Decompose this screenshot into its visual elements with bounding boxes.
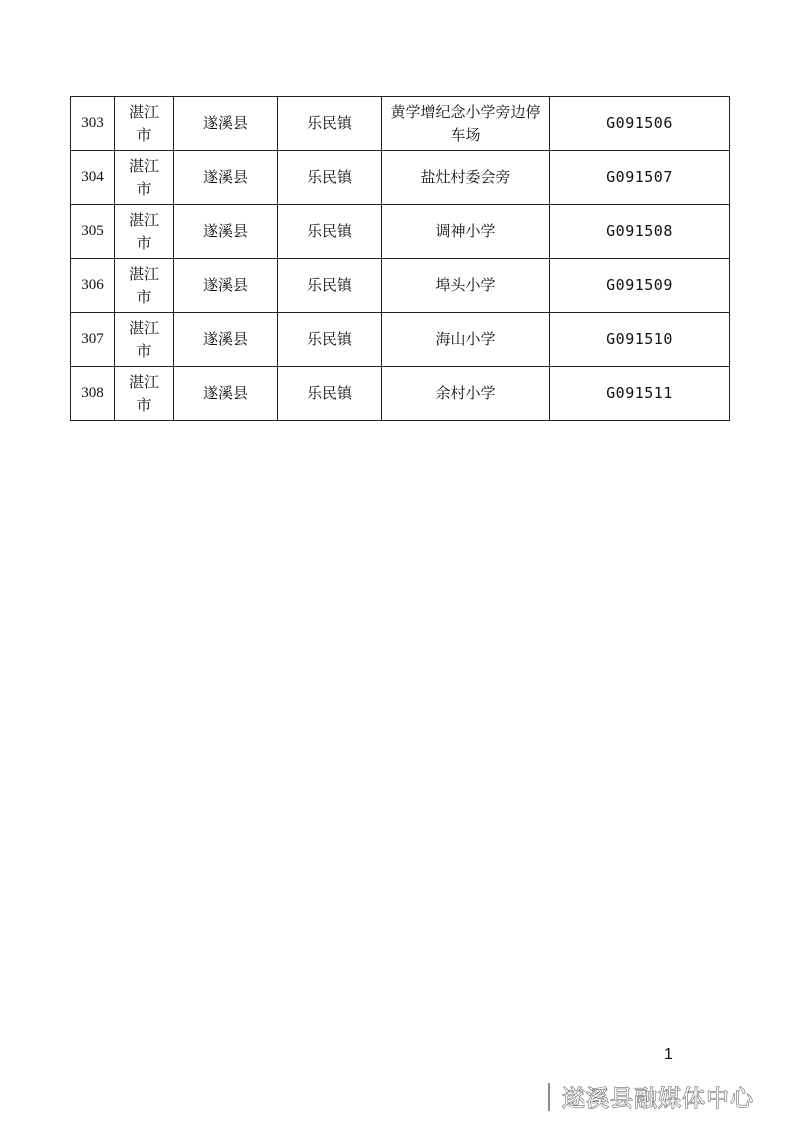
- county-cell: 遂溪县: [174, 313, 278, 367]
- row-number: 308: [71, 367, 115, 421]
- watermark-divider: [548, 1083, 550, 1111]
- site-cell: [382, 367, 550, 421]
- row-number: 305: [71, 205, 115, 259]
- county-cell: 遂溪县: [174, 151, 278, 205]
- table-row: [71, 367, 730, 421]
- town-cell: 乐民镇: [278, 367, 382, 421]
- site-cell: [382, 205, 550, 259]
- city-name: 湛江市: [129, 210, 160, 252]
- table-row: [71, 151, 730, 205]
- page-number: 1: [664, 1046, 673, 1063]
- row-number: 304: [71, 151, 115, 205]
- town-cell: 乐民镇: [278, 151, 382, 205]
- city-cell: [115, 313, 174, 367]
- watermark: [548, 1080, 754, 1113]
- city-cell: [115, 259, 174, 313]
- site-name: 海山小学: [435, 330, 496, 348]
- code-cell: G091509: [550, 259, 730, 313]
- row-number: 307: [71, 313, 115, 367]
- site-cell: [382, 259, 550, 313]
- code-cell: G091506: [550, 97, 730, 151]
- county-cell: 遂溪县: [174, 97, 278, 151]
- site-name: 黄学增纪念小学旁边停车场: [390, 102, 541, 144]
- site-cell: [382, 313, 550, 367]
- table-row: [71, 205, 730, 259]
- city-cell: [115, 151, 174, 205]
- county-cell: 遂溪县: [174, 367, 278, 421]
- row-number: 306: [71, 259, 115, 313]
- city-name: 湛江市: [129, 156, 160, 198]
- town-cell: 乐民镇: [278, 313, 382, 367]
- city-name: 湛江市: [129, 102, 160, 144]
- city-name: 湛江市: [129, 264, 160, 306]
- city-name: 湛江市: [129, 372, 160, 414]
- city-name: 湛江市: [129, 318, 160, 360]
- code-cell: G091507: [550, 151, 730, 205]
- town-cell: 乐民镇: [278, 259, 382, 313]
- code-cell: G091508: [550, 205, 730, 259]
- site-cell: [382, 97, 550, 151]
- table-row: [71, 97, 730, 151]
- table-row: [71, 259, 730, 313]
- site-name: 盐灶村委会旁: [420, 168, 511, 186]
- site-cell: [382, 151, 550, 205]
- county-cell: 遂溪县: [174, 259, 278, 313]
- watermark-text: 遂溪县融媒体中心: [562, 1086, 754, 1112]
- site-name: 调神小学: [435, 222, 496, 240]
- county-cell: 遂溪县: [174, 205, 278, 259]
- town-cell: 乐民镇: [278, 97, 382, 151]
- code-cell: G091510: [550, 313, 730, 367]
- city-cell: [115, 367, 174, 421]
- site-name: 余村小学: [435, 384, 496, 402]
- city-cell: [115, 205, 174, 259]
- town-cell: 乐民镇: [278, 205, 382, 259]
- site-list-table: [70, 96, 730, 421]
- table-row: [71, 313, 730, 367]
- row-number: 303: [71, 97, 115, 151]
- city-cell: [115, 97, 174, 151]
- site-name: 埠头小学: [435, 276, 496, 294]
- code-cell: G091511: [550, 367, 730, 421]
